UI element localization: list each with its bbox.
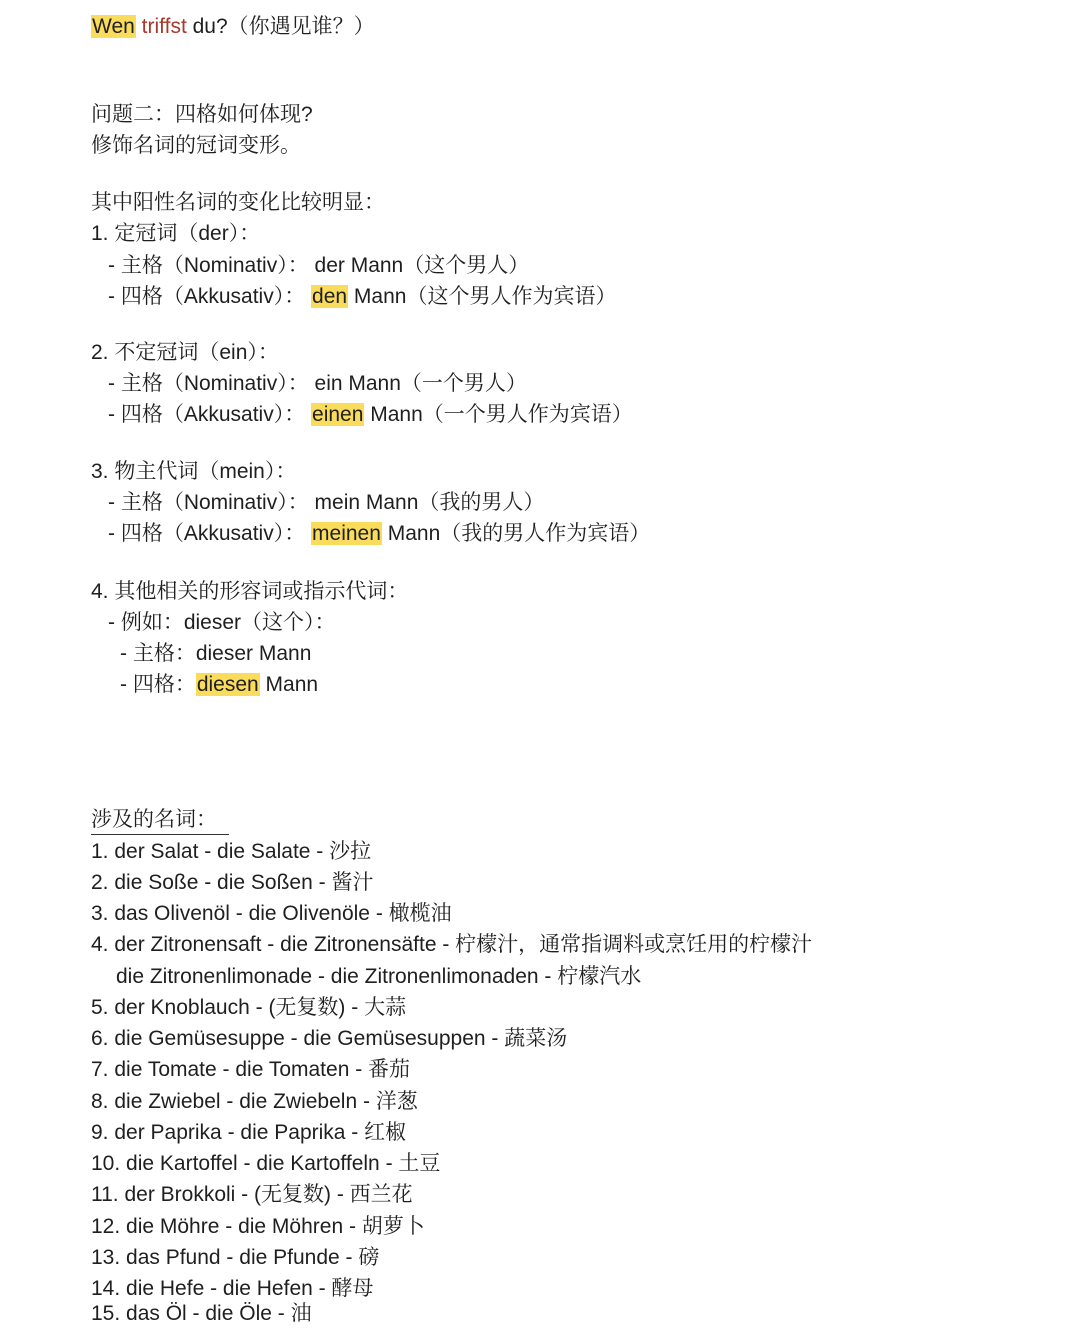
list-item: 8. die Zwiebel - die Zwiebeln - 洋葱 bbox=[91, 1090, 418, 1113]
group1-akk-prefix: - 四格（Akkusativ）： bbox=[108, 285, 312, 308]
group2-akkusativ bbox=[108, 399, 633, 430]
title-rest: du?（你遇见谁？） bbox=[186, 15, 375, 38]
group2-heading: 2. 不定冠词（ein）： bbox=[91, 341, 279, 364]
group2-akk-prefix: - 四格（Akkusativ）： bbox=[108, 403, 312, 426]
group1-nominativ: - 主格（Nominativ）： der Mann（这个男人） bbox=[108, 254, 530, 277]
question2-line1: 问题二：四格如何体现? bbox=[91, 103, 313, 126]
list-item: 12. die Möhre - die Möhren - 胡萝卜 bbox=[91, 1215, 425, 1238]
list-item: 15. das Öl - die Öle - 油 bbox=[91, 1302, 312, 1325]
group4-akkusativ bbox=[120, 669, 318, 700]
group1-akk-suffix: Mann（这个男人作为宾语） bbox=[348, 285, 617, 308]
group3-akkusativ bbox=[108, 518, 650, 549]
group3-heading: 3. 物主代词（mein）： bbox=[91, 460, 297, 483]
question2-line2: 修饰名词的冠词变形。 bbox=[91, 134, 301, 157]
nouns-heading-line bbox=[91, 804, 229, 835]
intro-line: 其中阳性名词的变化比较明显： bbox=[91, 191, 385, 214]
group4-akk-highlight: diesen bbox=[196, 673, 259, 696]
group1-heading: 1. 定冠词（der）： bbox=[91, 222, 261, 245]
list-item: 13. das Pfund - die Pfunde - 磅 bbox=[91, 1246, 380, 1269]
group1-akkusativ bbox=[108, 281, 616, 312]
title-triffst: triffst bbox=[141, 15, 187, 38]
list-item: 4. der Zitronensaft - die Zitronensäfte - 柠檬汁，通常指调料或烹饪用的柠檬汁 bbox=[91, 933, 813, 956]
group4-example: - 例如：dieser（这个）： bbox=[108, 611, 336, 634]
group2-akk-highlight: einen bbox=[312, 403, 364, 426]
group2-nominativ: - 主格（Nominativ）： ein Mann（一个男人） bbox=[108, 372, 527, 395]
list-item: 5. der Knoblauch - (无复数) - 大蒜 bbox=[91, 996, 407, 1019]
list-item: 7. die Tomate - die Tomaten - 番茄 bbox=[91, 1058, 411, 1081]
list-item: 3. das Olivenöl - die Olivenöle - 橄榄油 bbox=[91, 902, 452, 925]
list-item: 1. der Salat - die Salate - 沙拉 bbox=[91, 840, 372, 863]
title-line bbox=[91, 11, 375, 42]
group4-akk-suffix: Mann bbox=[259, 673, 319, 696]
nouns-heading: 涉及的名词： bbox=[91, 806, 229, 835]
group3-akk-highlight: meinen bbox=[312, 522, 381, 545]
list-item: 9. der Paprika - die Paprika - 红椒 bbox=[91, 1121, 407, 1144]
list-item: 6. die Gemüsesuppe - die Gemüsesuppen - 蔬菜汤 bbox=[91, 1027, 568, 1050]
group2-akk-suffix: Mann（一个男人作为宾语） bbox=[364, 403, 633, 426]
group4-heading: 4. 其他相关的形容词或指示代词： bbox=[91, 580, 409, 603]
list-item: 11. der Brokkoli - (无复数) - 西兰花 bbox=[91, 1183, 413, 1206]
list-item: 2. die Soße - die Soßen - 酱汁 bbox=[91, 871, 374, 894]
group4-nominativ: - 主格：dieser Mann bbox=[120, 642, 312, 665]
group1-akk-highlight: den bbox=[312, 285, 348, 308]
list-item: 14. die Hefe - die Hefen - 酵母 bbox=[91, 1277, 374, 1300]
list-item: die Zitronenlimonade - die Zitronenlimonaden - 柠檬汽水 bbox=[116, 965, 642, 988]
group3-nominativ: - 主格（Nominativ）： mein Mann（我的男人） bbox=[108, 491, 545, 514]
list-item: 10. die Kartoffel - die Kartoffeln - 土豆 bbox=[91, 1152, 441, 1175]
group3-akk-suffix: Mann（我的男人作为宾语） bbox=[381, 522, 651, 545]
title-wen: Wen bbox=[92, 15, 135, 38]
group4-akk-prefix: - 四格： bbox=[120, 673, 196, 696]
group3-akk-prefix: - 四格（Akkusativ）： bbox=[108, 522, 312, 545]
